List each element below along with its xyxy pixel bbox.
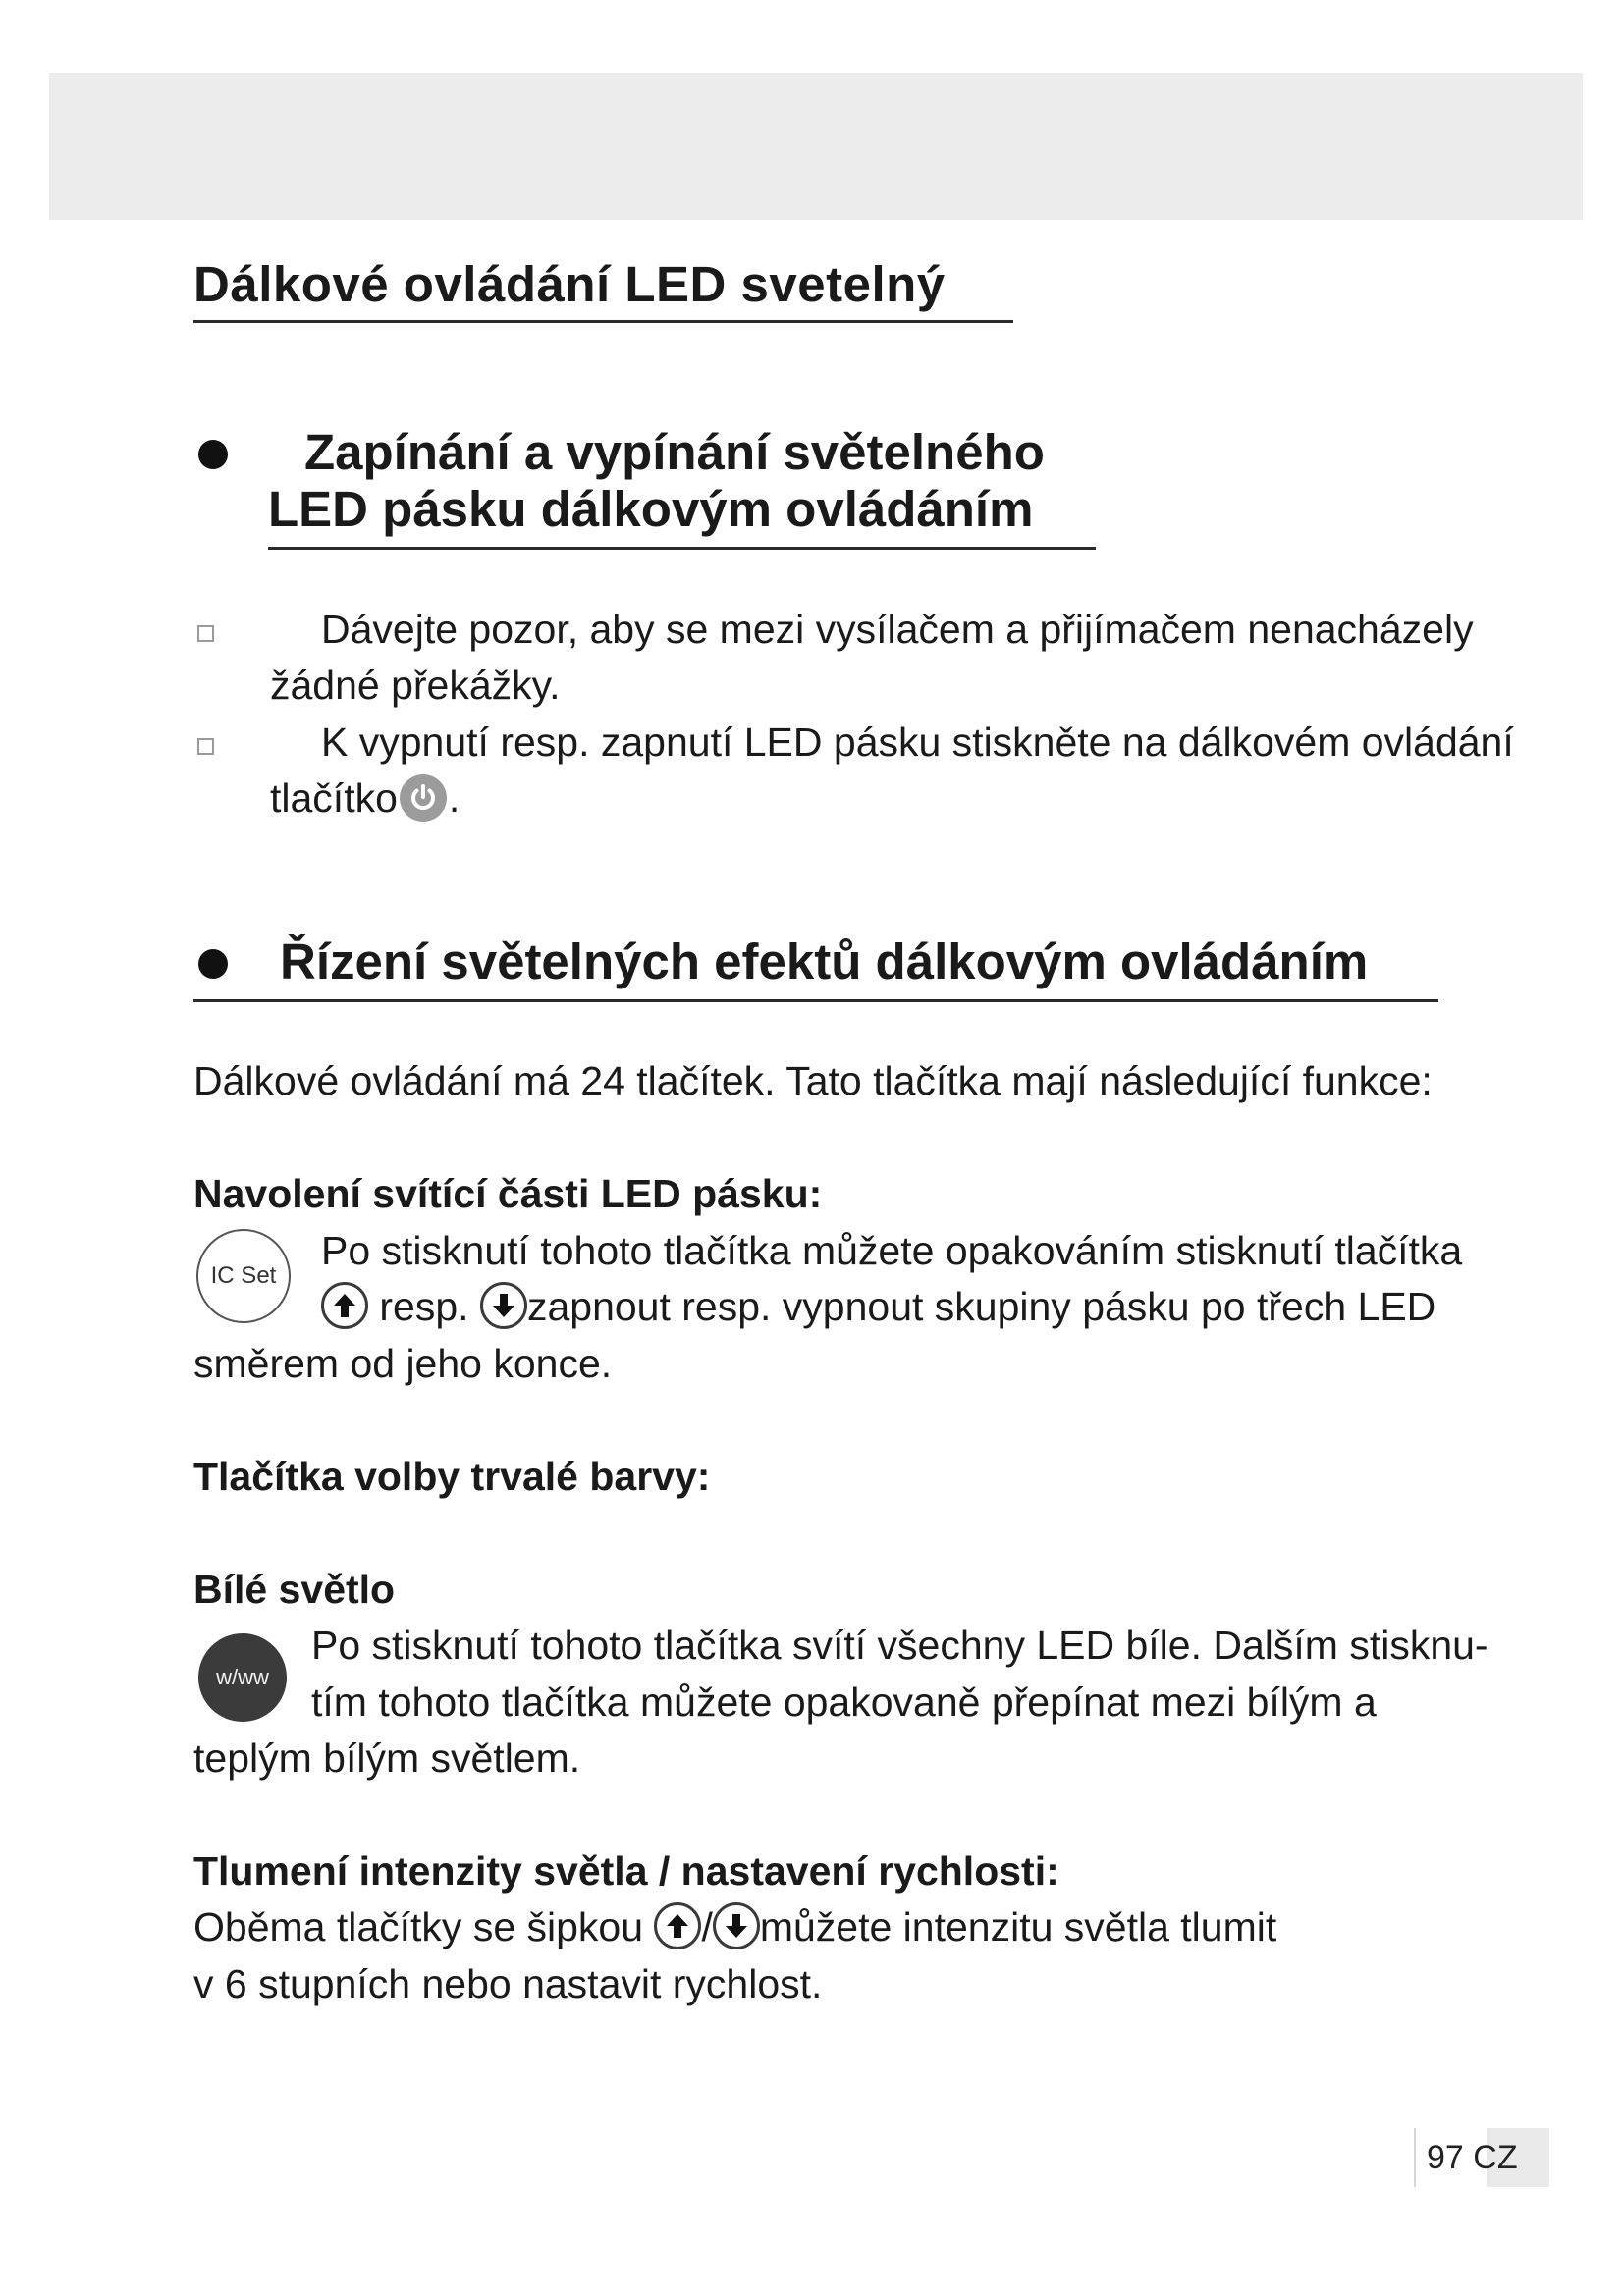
segment-line2-end: zapnout resp. vypnout skupiny pásku po třech LED [526,1284,1436,1329]
footer-divider [1414,2128,1416,2187]
arrow-down-icon [713,1902,760,1949]
section1-item2-line2 [270,770,460,827]
dimming-line1-sep: / [701,1904,713,1949]
list-checkbox [197,738,214,755]
section1-item2-line1: K vypnutí resp. zapnutí LED pásku stiskněte na dálkovém ovládání [321,720,1514,765]
white-line2: tím tohoto tlačítka můžete opakovaně přepínat mezi bílým a [311,1680,1377,1725]
section1-item1-line2: žádné překážky. [270,663,561,708]
arrow-up-icon [321,1282,368,1329]
dimming-line2: v 6 stupních nebo nastavit rychlost. [193,1961,823,2006]
segment-heading: Navolení svítící části LED pásku: [193,1171,823,1216]
section1-item1-line1: Dávejte pozor, aby se mezi vysílačem a přijímačem nenacházely [321,607,1474,652]
page-title: Dálkové ovládání LED svetelný [193,256,946,312]
white-line3: teplým bílým světlem. [193,1735,581,1781]
white-heading: Bílé světlo [193,1567,396,1612]
section1-item2-end: . [448,775,460,821]
arrow-down-icon [480,1282,527,1329]
power-icon [400,774,447,822]
section-bullet [198,949,228,979]
dimming-heading: Tlumení intenzity světla / nastavení rychlosti: [193,1848,1059,1894]
section2-underline [193,999,1438,1002]
section1-heading-line1: Zapínání a vypínání světelného [304,424,1045,480]
section1-item2-text: tlačítko [270,775,398,821]
language-code: CZ [1473,2139,1518,2176]
white-line1: Po stisknutí tohoto tlačítka svítí všechny LED bíle. Dalším stisknu- [311,1623,1489,1668]
section-bullet [198,440,228,469]
list-checkbox [197,625,214,642]
segment-line1: Po stisknutí tohoto tlačítka můžete opakováním stisknutí tlačítka [321,1228,1463,1273]
section2-heading: Řízení světelných efektů dálkovým ovládáním [280,934,1369,989]
page-number [1427,2130,1518,2185]
arrow-up-icon [654,1902,701,1949]
dimming-line1 [193,1898,1276,1955]
dimming-line1-end: můžete intenzitu světla tlumit [759,1904,1277,1949]
w-ww-button-icon: w/ww [198,1633,287,1722]
ic-set-button-icon: IC Set [196,1229,291,1323]
title-underline [193,320,1013,323]
section1-underline [268,547,1096,550]
color-heading: Tlačítka volby trvalé barvy: [193,1454,711,1499]
section1-heading-line2: LED pásku dálkovým ovládáním [268,481,1034,537]
section2-intro: Dálkové ovládání má 24 tlačítek. Tato tlačítka mají následující funkce: [193,1058,1433,1103]
dimming-line1-start: Oběma tlačítky se šipkou [193,1904,644,1949]
page-number-value: 97 [1427,2139,1464,2176]
segment-line2-mid: resp. [379,1284,469,1329]
header-band [49,73,1583,220]
segment-line2 [321,1278,1435,1335]
segment-line3: směrem od jeho konce. [193,1341,613,1386]
